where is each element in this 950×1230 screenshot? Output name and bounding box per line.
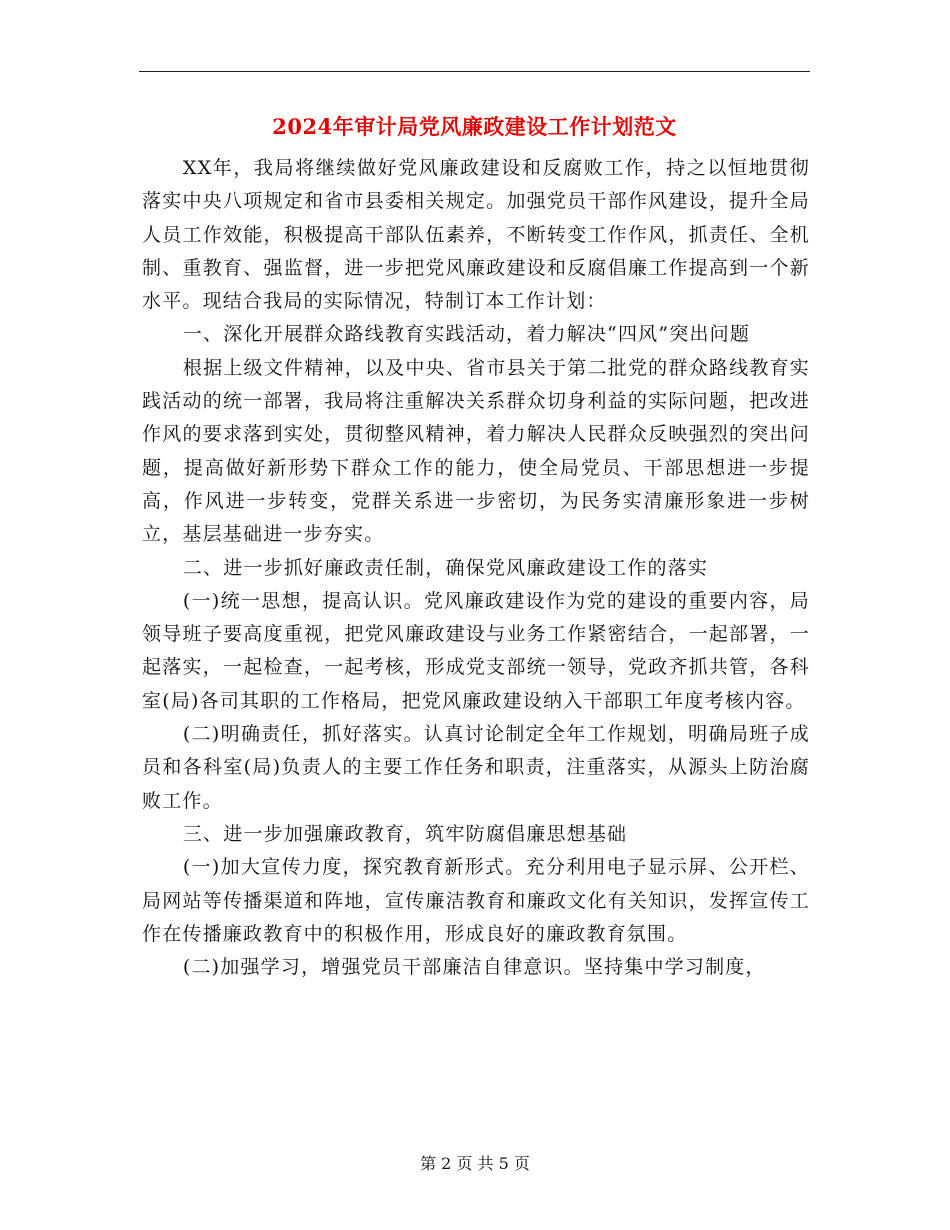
section-heading-2: 二、进一步抓好廉政责任制，确保党风廉政建设工作的落实 bbox=[182, 556, 709, 579]
section-heading-3: 三、进一步加强廉政教育，筑牢防腐倡廉思想基础 bbox=[182, 822, 628, 845]
paragraph-intro: XX年，我局将继续做好党风廉政建设和反腐败工作，持之以恒地贯彻落实中央八项规定和省市县委相关规定。加强党员干部作风建设，提升全局人员工作效能，积极提高干部队伍素养，不断转变工作作风，抓责任、全机制、重教育、强监督，进一步把党风廉政建设和反腐倡廉工作提高到一个新水平。现结合我局的实际情况，特制订本工作计划： bbox=[142, 157, 810, 313]
paragraph-section-3-item-1: (一)加大宣传力度，探究教育新形式。充分利用电子显示屏、公开栏、局网站等传播渠道和阵地，宣传廉洁教育和廉政文化有关知识，发挥宣传工作在传播廉政教育中的积极作用，形成良好的廉政教育氛围。 bbox=[142, 856, 810, 945]
paragraph-section-2-item-2: (二)明确责任，抓好落实。认真讨论制定全年工作规划，明确局班子成员和各科室(局)负责人的主要工作任务和职责，注重落实，从源头上防治腐败工作。 bbox=[142, 723, 810, 812]
header-rule bbox=[139, 71, 810, 72]
document-title: 2024年审计局党风廉政建设工作计划范文 bbox=[272, 114, 677, 139]
page-footer bbox=[0, 1152, 950, 1176]
document-body bbox=[142, 152, 810, 984]
paragraph-section-1: 根据上级文件精神，以及中央、省市县关于第二批党的群众路线教育实践活动的统一部署，我局将注重解决关系群众切身利益的实际问题，把改进作风的要求落到实处，贯彻整风精神，着力解决人民群众反映强烈的突出问题，提高做好新形势下群众工作的能力，使全局党员、干部思想进一步提高，作风进一步转变，党群关系进一步密切，为民务实清廉形象进一步树立，基层基础进一步夯实。 bbox=[142, 356, 810, 546]
section-heading-1: 一、深化开展群众路线教育实践活动，着力解决“四风”突出问题 bbox=[182, 323, 751, 346]
paragraph-section-3-item-2: (二)加强学习，增强党员干部廉洁自律意识。坚持集中学习制度， bbox=[182, 956, 766, 979]
paragraph-section-2-item-1: (一)统一思想，提高认识。党风廉政建设作为党的建设的重要内容，局领导班子要高度重视，把党风廉政建设与业务工作紧密结合，一起部署，一起落实，一起检查，一起考核，形成党支部统一领导，党政齐抓共管，各科室(局)各司其职的工作格局，把党风廉政建设纳入干部职工年度考核内容。 bbox=[142, 589, 810, 712]
page-number-label: 第 2 页 共 5 页 bbox=[420, 1154, 530, 1173]
